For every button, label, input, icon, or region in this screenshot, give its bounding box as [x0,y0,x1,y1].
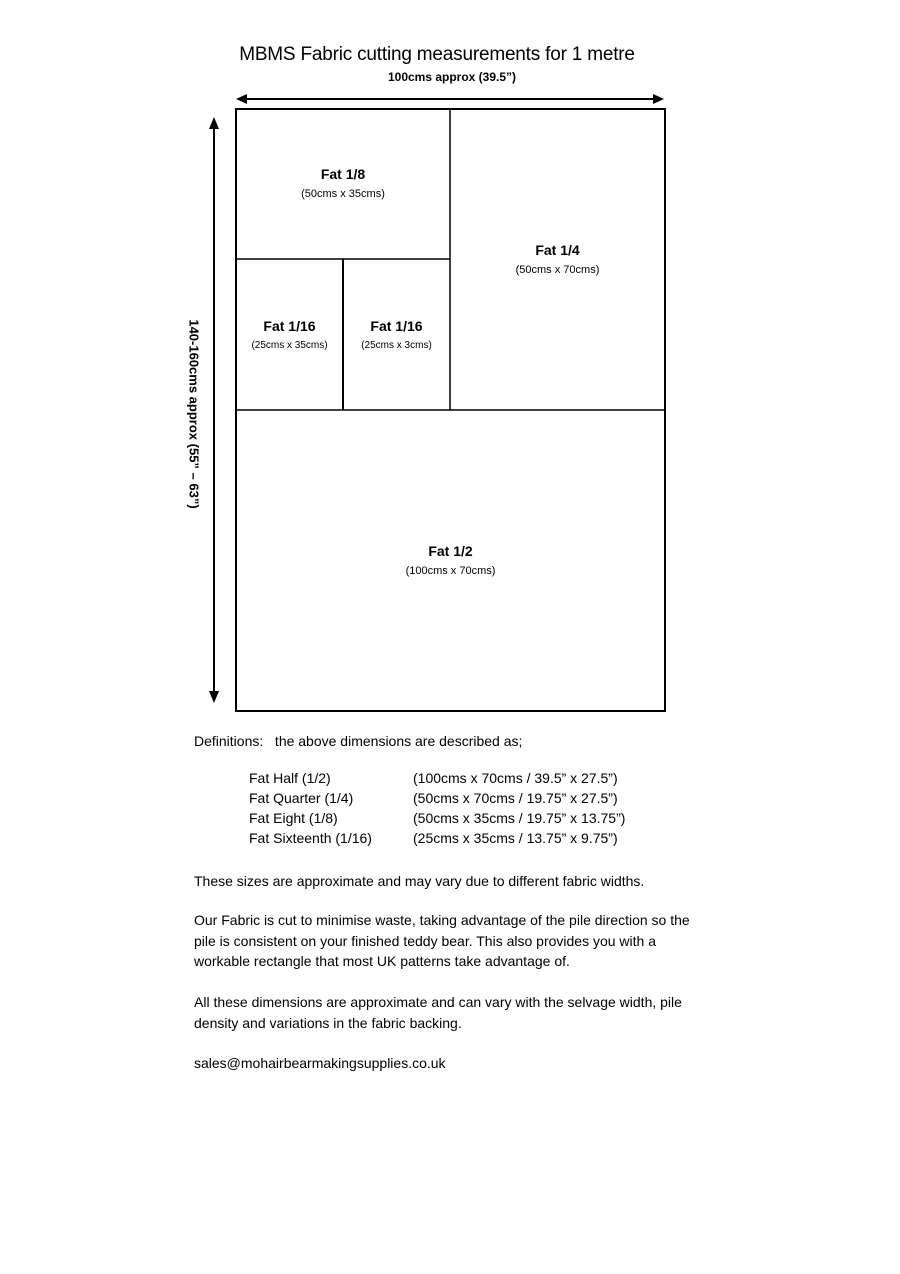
cut-name: Fat 1/16 [370,318,423,334]
cut-fat-sixteenth-right [343,318,450,351]
definition-name: Fat Sixteenth (1/16) [249,830,372,846]
height-dimension-label: 140-160cms approx (55” – 63”) [186,319,202,509]
approximate-sizes-note: These sizes are approximate and may vary due to different fabric widths. [194,873,645,889]
definition-dims: (100cms x 70cms / 39.5” x 27.5”) [413,770,618,786]
cutting-method-paragraph: Our Fabric is cut to minimise waste, taking advantage of the pile direction so the pile is consistent on your finished teddy bear. This also provides you with a workable rectangle that most UK patterns take advantage of. [194,912,690,969]
definition-dims: (50cms x 35cms / 19.75” x 13.75”) [413,810,626,826]
width-dimension-label: 100cms approx (39.5”) [387,70,517,84]
definition-dims: (50cms x 70cms / 19.75” x 27.5”) [413,790,618,806]
definition-row [249,788,625,808]
definition-row [249,828,625,848]
cut-size: (50cms x 35cms) [301,188,385,200]
cut-name: Fat 1/2 [428,543,473,559]
height-arrow [209,117,219,703]
definition-row [249,768,625,788]
definition-name: Fat Half (1/2) [249,770,331,786]
cut-size: (25cms x 3cms) [361,340,432,351]
cut-size: (25cms x 35cms) [251,340,328,351]
definition-dims: (25cms x 35cms / 13.75” x 9.75”) [413,830,618,846]
definitions-intro: Definitions: the above dimensions are described as; [194,733,523,749]
sales-email-link[interactable]: sales@mohairbearmakingsupplies.co.uk [194,1055,446,1071]
cut-fat-quarter [450,242,665,276]
cut-name: Fat 1/4 [535,242,580,258]
document-title: MBMS Fabric cutting measurements for 1 metre [239,44,635,65]
cut-size: (50cms x 70cms) [515,264,600,276]
dimensions-disclaimer: All these dimensions are approximate and can vary with the selvage width, pile density and variations in the fabric backing. [194,994,682,1031]
cut-fat-half [236,543,665,577]
definitions-list [249,768,625,848]
width-arrow [236,94,664,104]
cut-fat-eighth [236,166,450,200]
cut-fat-sixteenth-left [236,318,343,351]
cut-name: Fat 1/16 [263,318,316,334]
definition-name: Fat Eight (1/8) [249,810,338,826]
cut-name: Fat 1/8 [320,166,366,182]
definition-name: Fat Quarter (1/4) [249,790,354,806]
cut-size: (100cms x 70cms) [405,565,496,577]
definition-row [249,808,625,828]
